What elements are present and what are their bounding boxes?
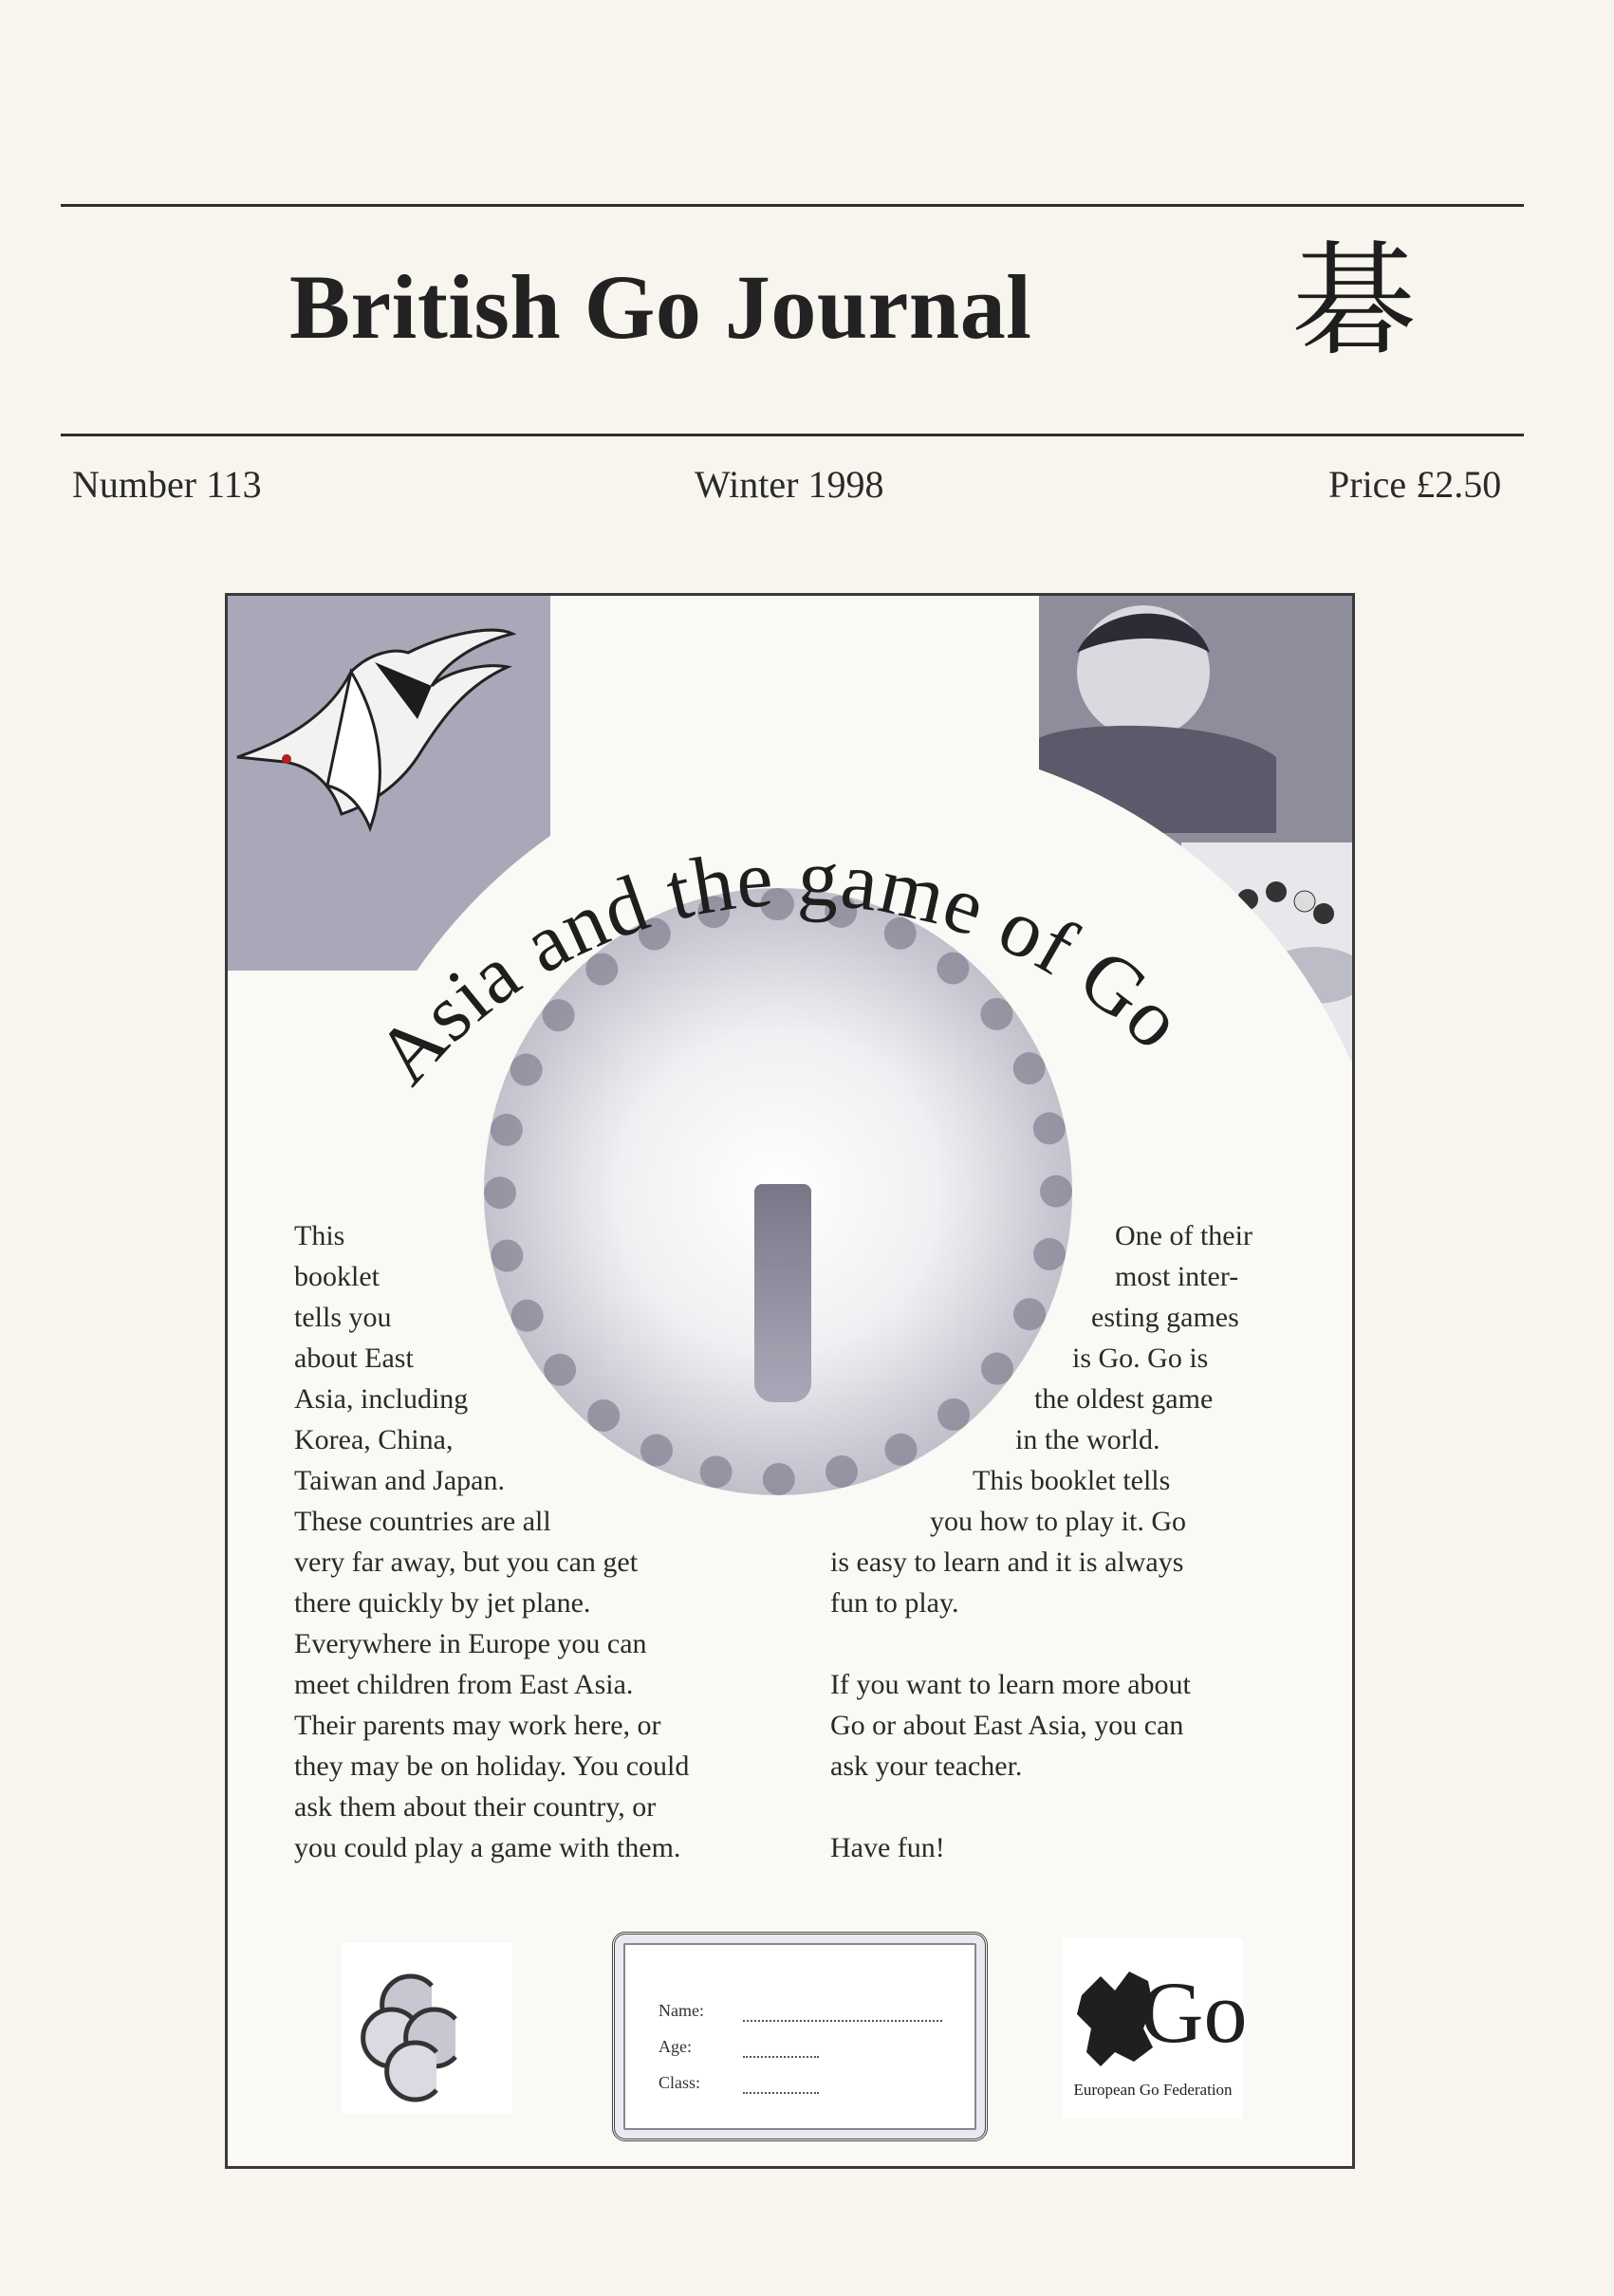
text-line: very far away, but you can get [294,1546,639,1578]
right-text-column [830,1215,1252,1868]
journal-title: British Go Journal [289,256,1032,358]
egf-go-text: Go [1141,1964,1248,2061]
bottom-rule [61,434,1524,436]
text-line: Korea, China, [294,1424,454,1455]
issue-season: Winter 1998 [695,463,884,506]
text-line: tells you [294,1302,392,1333]
text-line: ask your teacher. [830,1750,1023,1782]
text-line: If you want to learn more about [830,1669,1191,1700]
text-line: in the world. [1015,1424,1160,1455]
ccc-logo-icon [342,1943,512,2114]
text-line: you how to play it. Go [930,1506,1186,1537]
text-line [830,1787,1252,1827]
text-line: most inter- [1115,1261,1239,1292]
name-label: Name: [659,2001,704,2020]
text-line: is Go. Go is [1072,1342,1209,1374]
text-line: fun to play. [830,1587,959,1619]
text-line: One of their [1115,1220,1252,1251]
text-line: you could play a game with them. [294,1832,681,1863]
text-line: the oldest game [1034,1383,1214,1415]
text-line: is easy to learn and it is always [830,1546,1184,1578]
text-line: there quickly by jet plane. [294,1587,591,1619]
text-line [830,1623,1252,1664]
class-line [743,2092,819,2094]
text-line: Their parents may work here, or [294,1710,661,1741]
top-rule [61,204,1524,207]
issue-price: Price £2.50 [1328,463,1502,506]
text-line: meet children from East Asia. [294,1669,634,1700]
issue-number: Number 113 [72,463,262,506]
name-line [743,2020,942,2022]
class-label: Class: [659,2073,701,2092]
booklet-title-arc [228,596,1352,1260]
name-form-card [612,1932,988,2141]
text-line: Everywhere in Europe you can [294,1628,647,1659]
text-line: Taiwan and Japan. [294,1465,505,1496]
text-line: booklet [294,1261,380,1292]
go-kanji-character: 碁 [1292,229,1417,373]
text-line: Asia, including [294,1383,469,1415]
text-line: they may be on holiday. You could [294,1750,690,1782]
text-line: esting games [1091,1302,1239,1333]
egf-label: European Go Federation [1073,2081,1233,2099]
text-line: Go or about East Asia, you can [830,1710,1184,1741]
age-line [743,2056,819,2058]
text-line: These countries are all [294,1506,551,1537]
text-line: about East [294,1342,414,1374]
text-line: This booklet tells [973,1465,1171,1496]
booklet-title: Asia and the game of Go [358,831,1202,1102]
age-label: Age: [659,2037,692,2056]
ccc-logo [342,1943,512,2114]
cover-illustration [225,593,1355,2169]
european-go-federation-logo [1063,1938,1248,2119]
text-line: Have fun! [830,1832,945,1863]
left-text-column [294,1215,689,1868]
text-line: This [294,1220,345,1251]
svg-text:Asia and the game of Go [358,831,1201,1101]
text-line: ask them about their country, or [294,1791,657,1823]
